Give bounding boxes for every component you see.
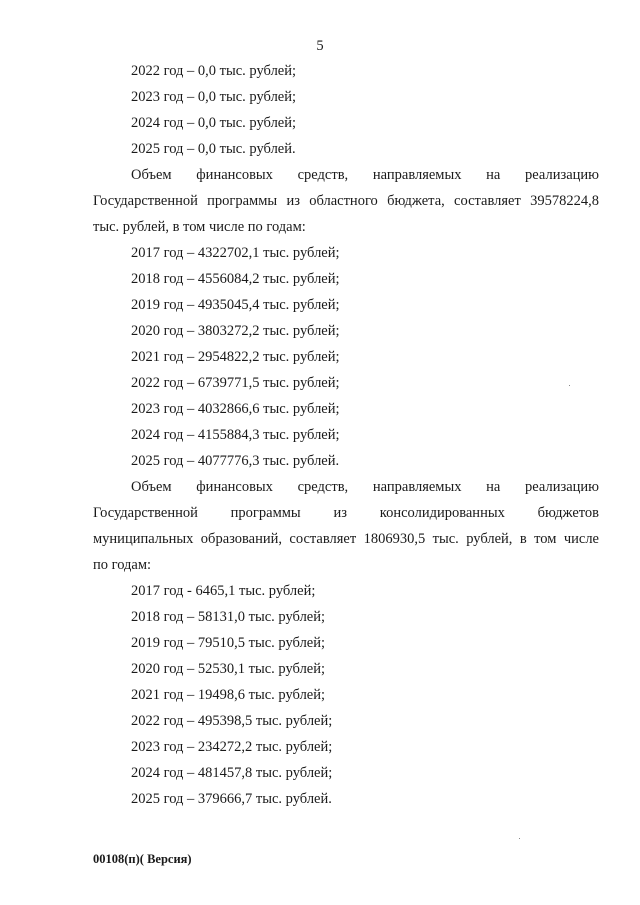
regional-year-line: 2023 год – 4032866,6 тыс. рублей; <box>131 401 340 417</box>
municipal-year-line: 2018 год – 58131,0 тыс. рублей; <box>131 609 326 625</box>
municipal-paragraph-line: по годам: <box>93 557 152 573</box>
regional-year-line: 2020 год – 3803272,2 тыс. рублей; <box>131 323 340 339</box>
regional-year-line: 2018 год – 4556084,2 тыс. рублей; <box>131 271 340 287</box>
regional-paragraph-line: тыс. рублей, в том числе по годам: <box>93 219 306 235</box>
regional-paragraph-line: Объем финансовых средств, направляемых на реализацию <box>131 167 599 183</box>
regional-year-line: 2022 год – 6739771,5 тыс. рублей; <box>131 375 340 391</box>
document-footer-code: 00108(п)( Версия) <box>93 852 192 866</box>
top-year-line: 2022 год – 0,0 тыс. рублей; <box>131 63 297 79</box>
municipal-year-line: 2019 год – 79510,5 тыс. рублей; <box>131 635 326 651</box>
municipal-year-line: 2025 год – 379666,7 тыс. рублей. <box>131 791 332 807</box>
scan-speck <box>519 838 520 839</box>
regional-year-line: 2021 год – 2954822,2 тыс. рублей; <box>131 349 340 365</box>
municipal-year-line: 2017 год - 6465,1 тыс. рублей; <box>131 583 316 599</box>
municipal-year-line: 2021 год – 19498,6 тыс. рублей; <box>131 687 326 703</box>
municipal-year-line: 2024 год – 481457,8 тыс. рублей; <box>131 765 333 781</box>
regional-paragraph-line: Государственной программы из областного бюджета, составляет 39578224,8 <box>93 193 599 209</box>
municipal-paragraph-line: муниципальных образований, составляет 1806930,5 тыс. рублей, в том числе <box>93 531 599 547</box>
top-year-line: 2024 год – 0,0 тыс. рублей; <box>131 115 297 131</box>
municipal-year-line: 2022 год – 495398,5 тыс. рублей; <box>131 713 333 729</box>
municipal-year-line: 2023 год – 234272,2 тыс. рублей; <box>131 739 333 755</box>
regional-year-line: 2019 год – 4935045,4 тыс. рублей; <box>131 297 340 313</box>
municipal-paragraph-line: Государственной программы из консолидированных бюджетов <box>93 505 599 521</box>
municipal-year-line: 2020 год – 52530,1 тыс. рублей; <box>131 661 326 677</box>
municipal-paragraph-line: Объем финансовых средств, направляемых на реализацию <box>131 479 599 495</box>
top-year-line: 2025 год – 0,0 тыс. рублей. <box>131 141 296 157</box>
scan-speck <box>569 385 570 386</box>
regional-year-line: 2017 год – 4322702,1 тыс. рублей; <box>131 245 340 261</box>
regional-year-line: 2024 год – 4155884,3 тыс. рублей; <box>131 427 340 443</box>
regional-year-line: 2025 год – 4077776,3 тыс. рублей. <box>131 453 340 469</box>
top-year-line: 2023 год – 0,0 тыс. рублей; <box>131 89 297 105</box>
page-number: 5 <box>316 38 324 54</box>
